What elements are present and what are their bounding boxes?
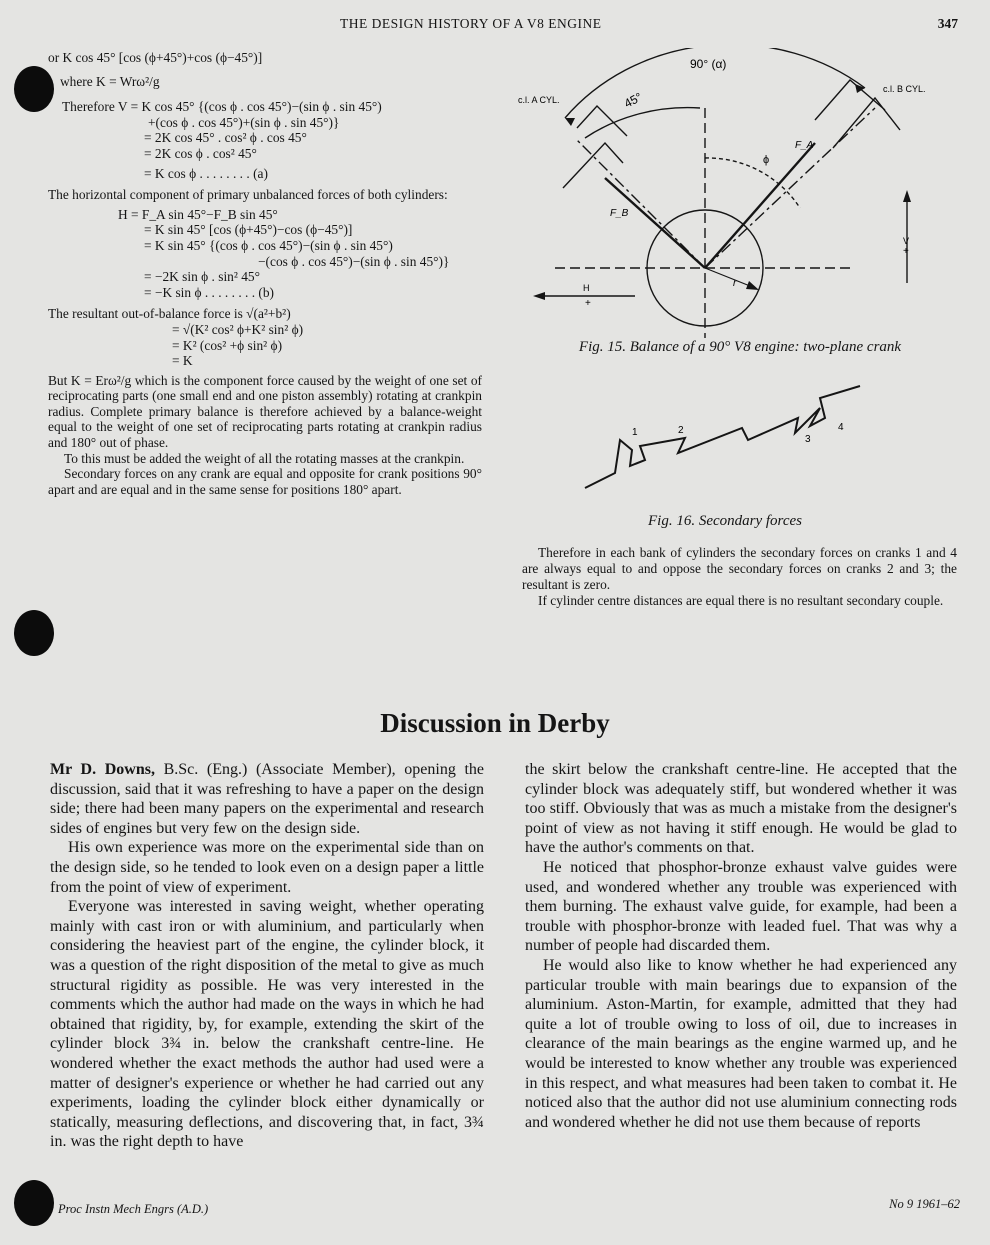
cyl-b-outline [815,80,885,120]
paragraph: The horizontal component of primary unbalanced forces of both cylinders: [48,187,448,203]
label-fb: F_B [610,208,629,219]
figure-15-caption: Fig. 15. Balance of a 90° V8 engine: two-plane crank [578,339,902,355]
paragraph: To this must be added the weight of all the rotating masses at the crankpin. [64,450,465,466]
label-phi: ϕ [763,154,770,166]
equation-line: = K² (cos² +ϕ sin² ϕ) [172,337,283,353]
footer-issue: No 9 1961–62 [889,1197,960,1211]
page-number: 347 [937,16,958,31]
discussion-right-column [525,760,957,1132]
crank-label: 1 [632,427,638,438]
figure-16-caption: Fig. 16. Secondary forces [648,513,802,529]
paragraph: He noticed that phosphor-bronze exhaust valve guides were used, and wondered whether any trouble was experienced with them burning. The exhaust valve guide, for example, had been a trouble with phosphor-bronze with leaded fuel. That was why a number of people had discarded them. [525,858,957,955]
equation-line: +(cos ϕ . cos 45°)+(sin ϕ . sin 45°)} [148,114,340,130]
arc-arrowhead [565,118,575,126]
running-title: THE DESIGN HISTORY OF A V8 ENGINE [340,16,602,31]
r-arrowhead [746,281,759,290]
punch-hole [14,1180,54,1226]
equation-line: = −2K sin ϕ . sin² 45° [144,269,260,285]
label-h: H [583,283,590,293]
phi-arc [705,158,800,208]
label-r: r [733,278,737,289]
right-column-text [522,545,957,609]
figure-15-diagram [515,48,960,338]
equation-line: = K sin 45° {(cos ϕ . cos 45°)−(sin ϕ . sin 45°) [144,237,393,253]
paragraph: Secondary forces on any crank are equal and opposite for crank positions 90° apart and are equal and in the same sense for positions 180° apart. [48,466,482,497]
equation-line: H = F_A sin 45°−F_B sin 45° [118,206,278,222]
punch-hole [14,610,54,656]
paragraph: If cylinder centre distances are equal there is no resultant secondary couple. [538,593,944,608]
paragraph: Therefore in each bank of cylinders the secondary forces on cranks 1 and 4 are always equal to and oppose the secondary forces on cranks 2 and 3; the resultant is zero. [522,545,957,592]
label-v-plus: + [903,246,909,257]
crank-label: 3 [805,434,811,445]
section-heading: Discussion in Derby [380,708,610,738]
label-cyl-a: c.l. A CYL. [518,95,560,105]
paragraph: the skirt below the crankshaft centre-line. He accepted that the cylinder block was adequately stiff, but wondered whether it was too stiff. Obviously that was as much a mistake from the designer's point of view as not having it stiff enough. He would be glad to have the author's comments on that. [525,761,957,857]
label-fa: F_A [795,140,814,151]
equation-line: −(cos ϕ . cos 45°)−(sin ϕ . sin 45°)} [258,253,450,269]
paragraph: His own experience was more on the experimental side than on the design side, so he tended to look even on a design paper a little from the point of view of experiment. [50,839,484,896]
equation-line: = −K sin ϕ . . . . . . . . (b) [144,284,275,300]
speaker-intro: B.Sc. (Eng.) (Associate Member), opening the discussion, said that it was refreshing to have a paper on the design side; there had been many papers on the experimental and research sides of engines but very few on the design side. [50,761,484,837]
crank-label: 2 [678,425,684,436]
cyl-a-outline [563,143,623,188]
footer-journal: Proc Instn Mech Engrs (A.D.) [58,1202,209,1216]
force-fb-line [605,178,705,268]
discussion-left-column [50,760,484,1152]
figure-16-diagram [570,378,890,498]
crank-label: 4 [838,422,844,433]
equation-line: or K cos 45° [cos (ϕ+45°)+cos (ϕ−45°)] [48,50,263,65]
cyl-a-centre-line [575,138,705,268]
label-h-plus: + [585,298,591,309]
equation-line: = K [172,353,193,369]
equation-line: Therefore V = K cos 45° {(cos ϕ . cos 45°)−(sin ϕ . sin 45°) [62,99,382,115]
speaker-name: Mr D. Downs, [50,761,155,778]
equation-line: where K = Wrω²/g [60,73,160,89]
paragraph: He would also like to know whether he had experienced any particular trouble with main bearings due to expansion of the aluminium. Aston-Martin, for example, admitted that they had quite a lot of trouble owing to loss of oil, due to increases in clearance of the main bearings as the engine warmed up, and he would be interested to know whether any trouble was experienced in this respect, and what measures had been taken to combat it. He noticed also that the author did not use aluminium connecting rods and wondered whether he did not use them because of reports [525,956,957,1131]
label-cyl-b: c.l. B CYL. [883,84,926,94]
cyl-b-centre-line [705,108,875,268]
h-arrowhead [533,292,545,300]
paragraph: But K = Erω²/g which is the component force caused by the weight of one set of reciprocating parts (one small end and one piston assembly) rotating at crankpin radius. Complete primary balance is therefore achieved by a balance-weight equal to the weight of one set of reciprocating parts rotating at crankpin radius and 180° out of phase. [48,372,482,451]
equation-line: = 2K cos ϕ . cos² 45° [144,145,257,161]
v-arrowhead [903,190,911,202]
crankshaft-line [585,386,860,488]
paragraph: Everyone was interested in saving weight, whether operating mainly with cast iron or with aluminium, and particularly when considering the heaviest part of the engine, the cylinder block, it was a question of the right disposition of the metal to give as much structural rigidity as possible. He was very interested in the comments which the author had made on the ways in which he had obtained that rigidity, by, for example, extending the skirt of the cylinder block 3¾ in. below the crankshaft centre-line. He wondered whether the exact methods the author had used were a matter of designer's experience or whether he had carried out any experiments, loading the cylinder block either dynamically or statically, measuring deflections, and discovering that, in fact, 3¾ in. was the right depth to have [50,898,484,1151]
equation-line: = 2K cos 45° . cos² ϕ . cos 45° [144,130,307,146]
paragraph [50,760,484,838]
paragraph: The resultant out-of-balance force is √(a²+b²) [48,306,291,322]
label-45: 45° [621,89,645,111]
derivation-column [48,50,482,497]
equation-line: = √(K² cos² ϕ+K² sin² ϕ) [172,321,304,337]
label-90-alpha: 90° (α) [690,57,727,71]
equation-line: = K sin 45° [cos (ϕ+45°)−cos (ϕ−45°)] [144,222,353,238]
label-v: V [903,236,910,246]
equation-line: = K cos ϕ . . . . . . . . (a) [144,165,268,181]
